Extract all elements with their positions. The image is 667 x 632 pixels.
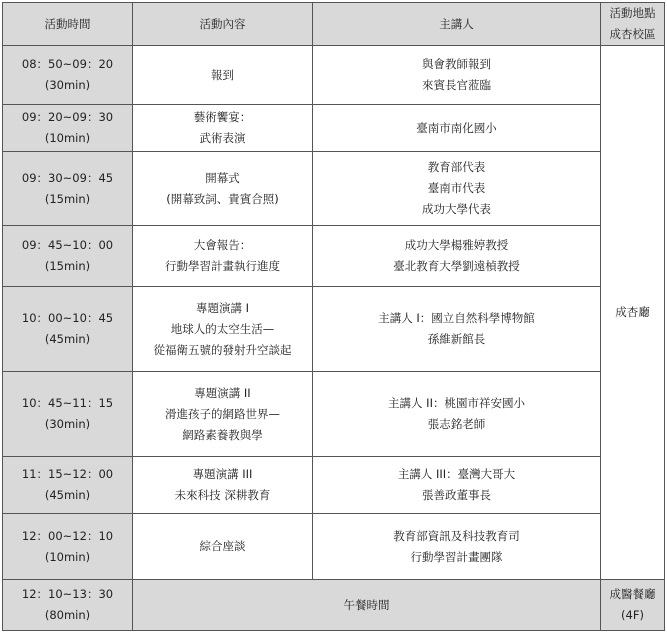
header-speaker: 主講人 (313, 3, 601, 46)
time-cell: 12：00~12：10 (10min) (3, 514, 133, 580)
time-cell: 09：20~09：30 (10min) (3, 105, 133, 152)
schedule-row (3, 226, 665, 287)
location-cell: 成杏廳 (601, 46, 665, 580)
header-time: 活動時間 (3, 3, 133, 46)
content-cell: 開幕式 (開幕致詞、貴賓合照) (133, 152, 313, 226)
content-cell: 報到 (133, 46, 313, 105)
time-cell: 09：30~09：45 (15min) (3, 152, 133, 226)
schedule-row (3, 287, 665, 372)
content-cell: 藝術饗宴： 武術表演 (133, 105, 313, 152)
time-cell: 11：15~12：00 (45min) (3, 457, 133, 514)
lunch-cell: 午餐時間 (133, 580, 601, 631)
time-cell: 08：50~09：20 (30min) (3, 46, 133, 105)
content-cell: 專題演講 III 未來科技 深耕教育 (133, 457, 313, 514)
speaker-cell: 與會教師報到 來賓長官蒞臨 (313, 46, 601, 105)
speaker-cell: 教育部代表 臺南市代表 成功大學代表 (313, 152, 601, 226)
content-cell: 專題演講 I 地球人的太空生活— 從福衛五號的發射升空談起 (133, 287, 313, 372)
schedule-table (2, 2, 665, 631)
speaker-cell: 教育部資訊及科技教育司 行動學習計畫團隊 (313, 514, 601, 580)
time-cell: 09：45~10：00 (15min) (3, 226, 133, 287)
time-cell: 12：10~13：30 (80min) (3, 580, 133, 631)
speaker-cell: 成功大學楊雅婷教授 臺北教育大學劉遠楨教授 (313, 226, 601, 287)
schedule-row (3, 152, 665, 226)
content-cell: 綜合座談 (133, 514, 313, 580)
time-cell: 10：00~10：45 (45min) (3, 287, 133, 372)
speaker-cell: 主講人 II：桃園市祥安國小 張志銘老師 (313, 372, 601, 457)
content-cell: 專題演講 II 滑進孩子的網路世界— 網路素養教與學 (133, 372, 313, 457)
speaker-cell: 主講人 III：臺灣大哥大 張善政董事長 (313, 457, 601, 514)
schedule-row (3, 457, 665, 514)
schedule-row (3, 372, 665, 457)
speaker-cell: 主講人 I：國立自然科學博物館 孫維新館長 (313, 287, 601, 372)
time-cell: 10：45~11：15 (30min) (3, 372, 133, 457)
speaker-cell: 臺南市南化國小 (313, 105, 601, 152)
header-row (3, 3, 665, 46)
header-content: 活動內容 (133, 3, 313, 46)
lunch-row (3, 580, 665, 631)
header-location: 活動地點 成杏校區 (601, 3, 665, 46)
content-cell: 大會報告： 行動學習計畫執行進度 (133, 226, 313, 287)
schedule-row (3, 46, 665, 105)
lunch-location-cell: 成醫餐廳 (4F) (601, 580, 665, 631)
schedule-row (3, 514, 665, 580)
schedule-row (3, 105, 665, 152)
